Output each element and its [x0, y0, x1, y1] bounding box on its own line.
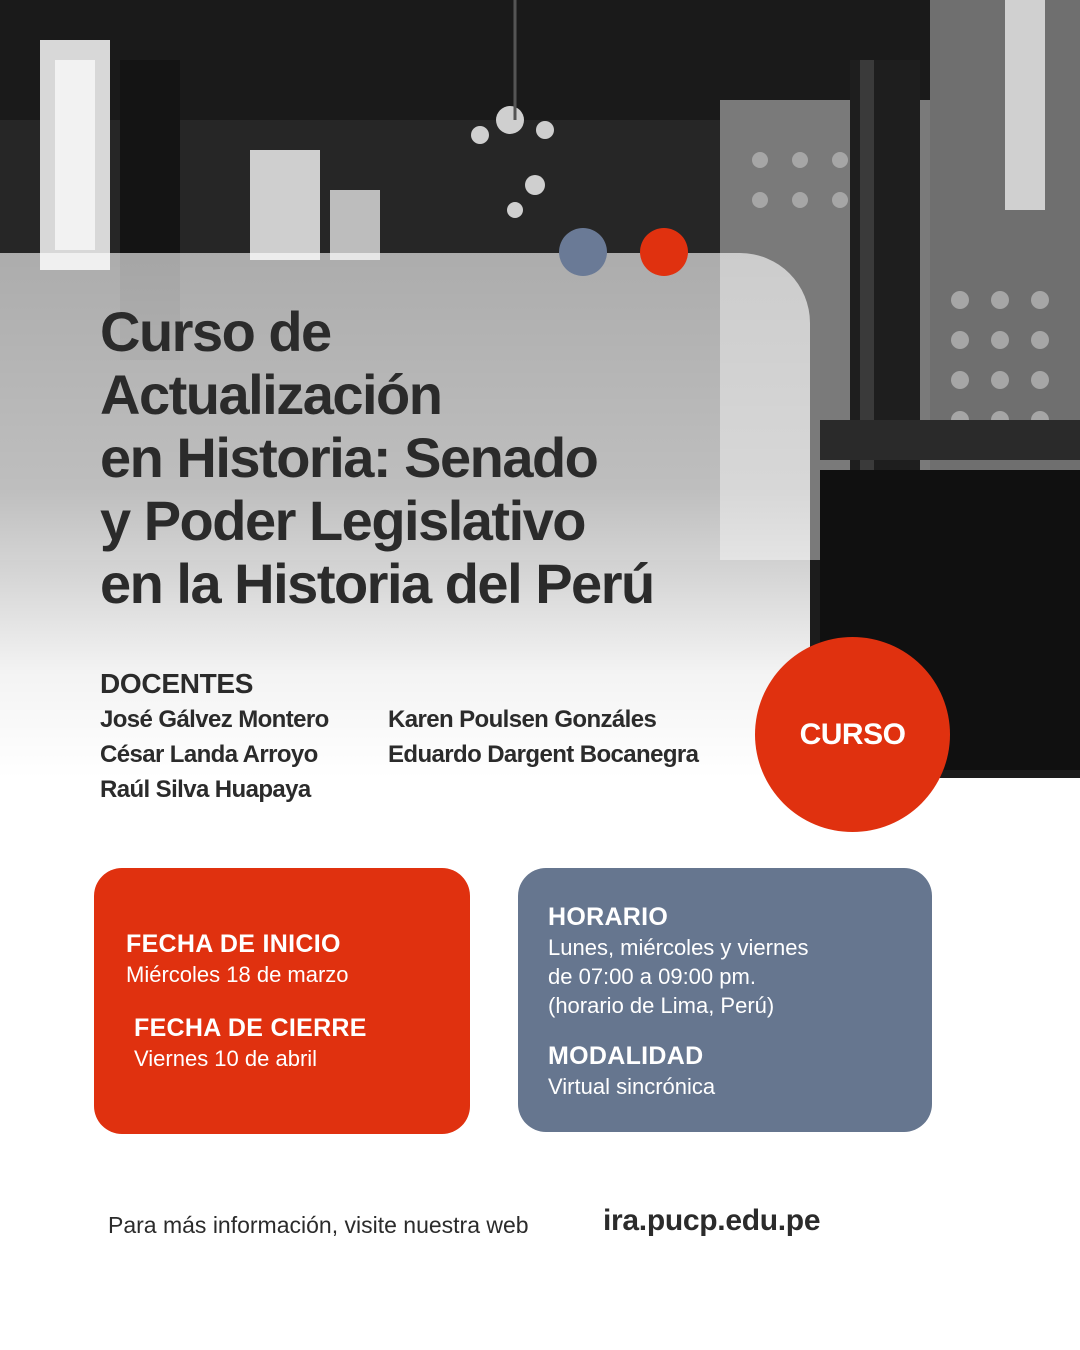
- docente-name: Raúl Silva Huapaya: [100, 776, 311, 803]
- course-title: [100, 300, 800, 615]
- modalidad-value: Virtual sincrónica: [548, 1074, 716, 1099]
- modalidad-label: MODALIDAD: [548, 1042, 704, 1070]
- title-line: en Historia: Senado: [100, 426, 598, 489]
- curso-badge-label: CURSO: [799, 717, 906, 751]
- horario-label: HORARIO: [548, 903, 669, 931]
- fecha-inicio-value: Miércoles 18 de marzo: [126, 962, 349, 987]
- horario-line: de 07:00 a 09:00 pm.: [548, 964, 756, 989]
- website-link[interactable]: ira.pucp.edu.pe: [603, 1204, 821, 1237]
- horario-line: (horario de Lima, Perú): [548, 993, 775, 1018]
- docente-name: César Landa Arroyo: [100, 741, 318, 768]
- decorative-dot-blue: [559, 228, 607, 276]
- fechas-card: [94, 868, 470, 1134]
- docente-name: José Gálvez Montero: [100, 706, 329, 733]
- docentes-heading: DOCENTES: [100, 668, 254, 699]
- decorative-dot-red: [640, 228, 688, 276]
- fecha-cierre-value: Viernes 10 de abril: [134, 1046, 318, 1071]
- horario-line: Lunes, miércoles y viernes: [548, 935, 809, 960]
- title-line: Actualización: [100, 363, 442, 426]
- title-line: y Poder Legislativo: [100, 489, 585, 552]
- title-line: en la Historia del Perú: [100, 552, 654, 615]
- horario-card: [518, 868, 932, 1132]
- docente-name: Karen Poulsen Gonzáles: [388, 706, 657, 733]
- title-line: Curso de: [100, 300, 331, 363]
- footer-info-text: Para más información, visite nuestra web: [108, 1212, 529, 1238]
- fecha-cierre-label: FECHA DE CIERRE: [134, 1014, 367, 1042]
- docente-name: Eduardo Dargent Bocanegra: [388, 741, 699, 768]
- fecha-inicio-label: FECHA DE INICIO: [126, 930, 341, 958]
- curso-badge: [755, 637, 950, 832]
